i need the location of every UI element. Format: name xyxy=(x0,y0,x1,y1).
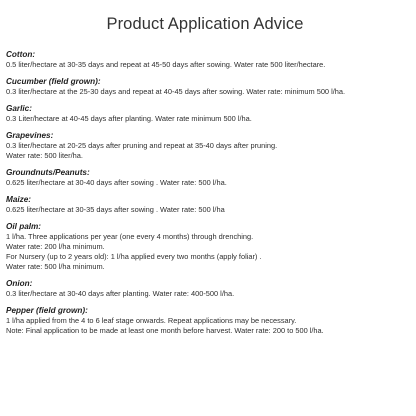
crop-section xyxy=(6,130,404,161)
crop-section xyxy=(6,278,404,299)
advice-text-line: Water rate: 200 l/ha minimum. xyxy=(6,242,105,251)
advice-text-line: 0.625 liter/hectare at 30-40 days after sowing . Water rate: 500 l/ha. xyxy=(6,178,227,187)
crop-name: Groundnuts/Peanuts: xyxy=(6,168,90,177)
advice-text-line: Water rate: 500 l/ha minimum. xyxy=(6,262,105,271)
crop-name: Cucumber (field grown): xyxy=(6,77,101,86)
advice-text-line: 0.3 liter/hectare at the 25-30 days and repeat at 40-45 days after sowing. Water rate: minimum 500 l/ha. xyxy=(6,87,346,96)
advice-text-line: Water rate: 500 liter/ha. xyxy=(6,151,83,160)
crop-section xyxy=(6,103,404,124)
crop-section xyxy=(6,49,404,70)
crop-name: Grapevines: xyxy=(6,131,54,140)
crop-name: Onion: xyxy=(6,279,33,288)
crop-section-list xyxy=(6,49,404,336)
crop-section xyxy=(6,221,404,272)
advice-text-line: For Nursery (up to 2 years old): 1 l/ha applied every two months (apply foliar) . xyxy=(6,252,262,261)
crop-name: Maize: xyxy=(6,195,32,204)
advice-text-line: 1 l/ha. Three applications per year (one every 4 months) through drenching. xyxy=(6,232,254,241)
crop-section xyxy=(6,305,404,336)
advice-text-line: 0.625 liter/hectare at 30-35 days after sowing . Water rate: 500 l/ha xyxy=(6,205,225,214)
crop-name: Cotton: xyxy=(6,50,36,59)
advice-text-line: 0.3 liter/hectare at 20-25 days after pruning and repeat at 35-40 days after pruning. xyxy=(6,141,278,150)
advice-text-line: 0.3 Liter/hectare at 40-45 days after planting. Water rate minimum 500 l/ha. xyxy=(6,114,252,123)
page-title: Product Application Advice xyxy=(106,15,304,33)
advice-text-line: 1 l/ha applied from the 4 to 6 leaf stage onwards. Repeat applications may be necessary. xyxy=(6,316,297,325)
advice-text-line: 0.5 liter/hectare at 30-35 days and repeat at 45-50 days after sowing. Water rate 500 liter/hectare. xyxy=(6,60,326,69)
crop-name: Garlic: xyxy=(6,104,32,113)
crop-name: Pepper (field grown): xyxy=(6,306,88,315)
crop-section xyxy=(6,194,404,215)
advice-text-line: Note: Final application to be made at least one month before harvest. Water rate: 200 to 500 l/ha. xyxy=(6,326,324,335)
crop-name: Oil palm: xyxy=(6,222,42,231)
crop-section xyxy=(6,76,404,97)
crop-section xyxy=(6,167,404,188)
advice-text-line: 0.3 liter/hectare at 30-40 days after planting. Water rate: 400-500 l/ha. xyxy=(6,289,235,298)
